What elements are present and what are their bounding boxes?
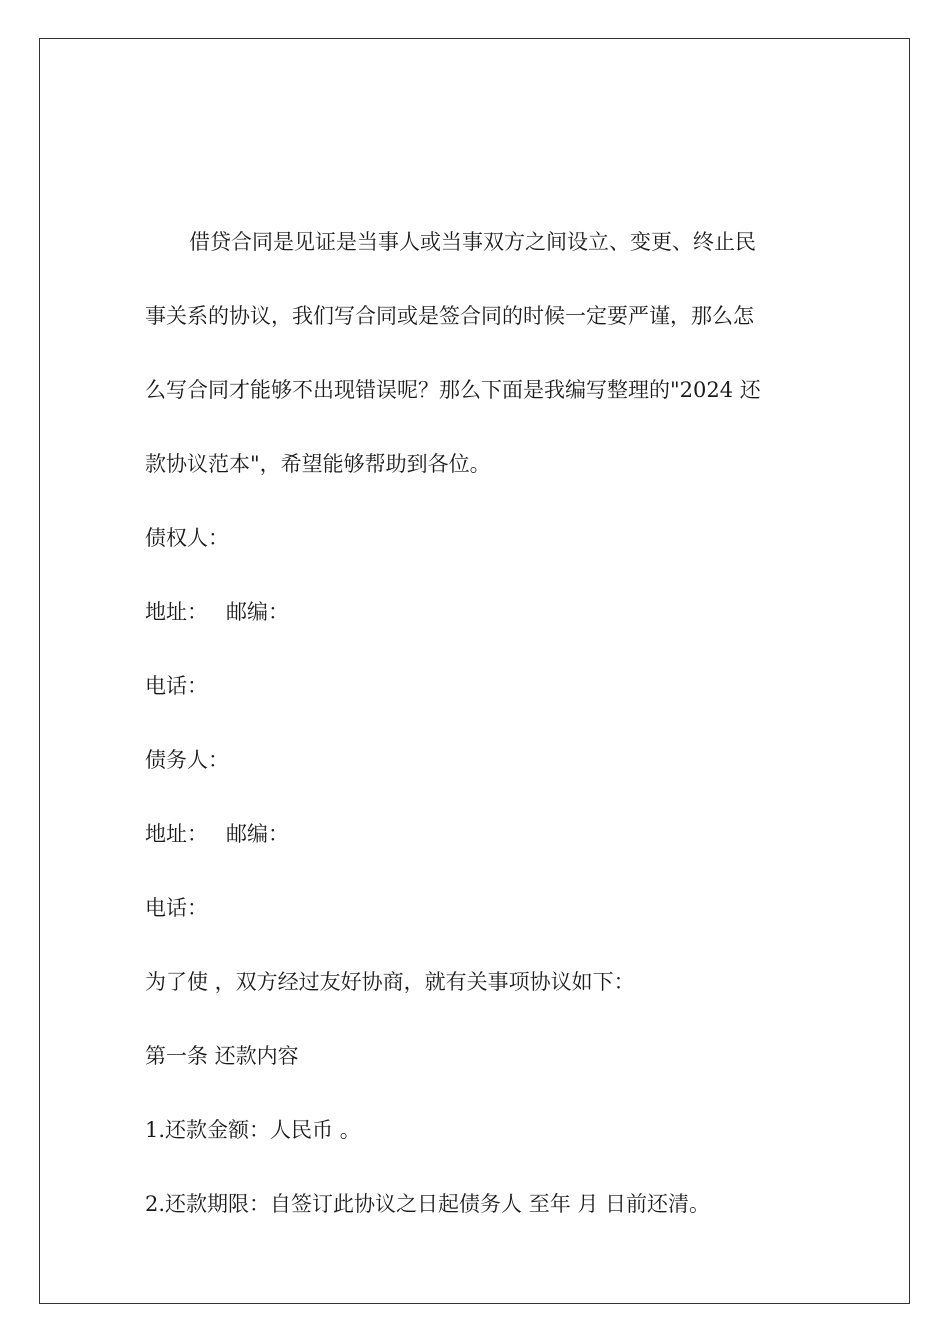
intro-line-2: 事关系的协议，我们写合同或是签合同的时候一定要严谨，那么怎	[145, 304, 754, 328]
creditor-phone-label: 电话：	[145, 674, 208, 698]
debtor-address-label: 地址：	[145, 822, 208, 846]
debtor-address-line	[145, 797, 805, 871]
debtor-label: 债务人：	[145, 748, 229, 772]
document-body	[145, 205, 805, 1241]
creditor-address-line	[145, 575, 805, 649]
intro-line-4: 款协议范本"，希望能够帮助到各位。	[145, 452, 491, 476]
article-1-item-1: 1.还款金额：人民币 。	[145, 1118, 361, 1142]
preamble: 为了使 ，双方经过友好协商，就有关事项协议如下：	[145, 970, 635, 994]
article-1-item-2: 2.还款期限：自签订此协议之日起债务人 至年 月 日前还清。	[145, 1192, 711, 1216]
article-1-heading: 第一条 还款内容	[145, 1044, 299, 1068]
creditor-postcode-label: 邮编：	[226, 600, 289, 624]
intro-line-3: 么写合同才能够不出现错误呢？那么下面是我编写整理的"2024 还	[145, 378, 761, 402]
intro-paragraph	[145, 205, 805, 501]
debtor-phone-label: 电话：	[145, 896, 208, 920]
intro-line-1: 借贷合同是见证是当事人或当事双方之间设立、变更、终止民	[189, 230, 756, 254]
creditor-label: 债权人：	[145, 526, 229, 550]
debtor-postcode-label: 邮编：	[226, 822, 289, 846]
creditor-address-label: 地址：	[145, 600, 208, 624]
